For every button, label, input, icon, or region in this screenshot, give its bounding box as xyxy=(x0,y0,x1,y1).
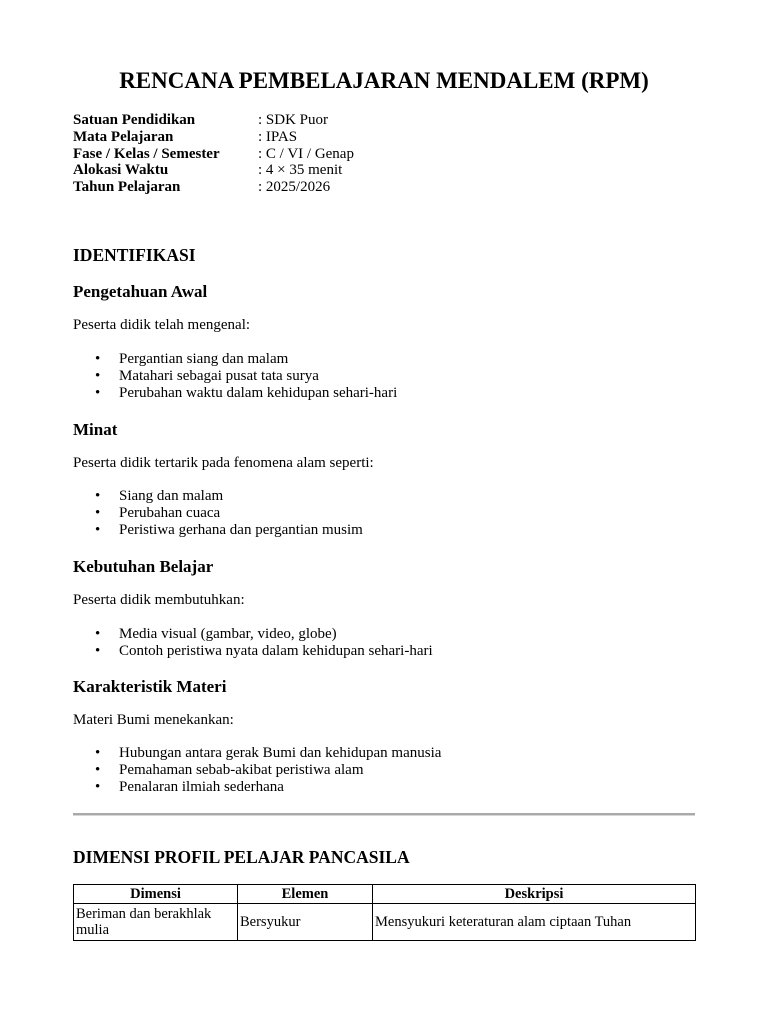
meta-label: Fase / Kelas / Semester xyxy=(73,145,220,162)
meta-row-mata-pelajaran xyxy=(73,129,354,146)
meta-label: Alokasi Waktu xyxy=(73,162,169,179)
meta-row-alokasi-waktu xyxy=(73,162,354,179)
identifikasi-heading: IDENTIFIKASI xyxy=(73,245,196,265)
minat-intro: Peserta didik tertarik pada fenomena alam seperti: xyxy=(73,455,374,471)
list-item: • Matahari sebagai pusat tata surya xyxy=(73,368,397,385)
column-header-deskripsi: Deskripsi xyxy=(373,885,696,904)
meta-value: : SDK Puor xyxy=(258,112,329,128)
pengetahuan-awal-intro: Peserta didik telah mengenal: xyxy=(73,317,251,333)
meta-row-tahun-pelajaran xyxy=(73,179,354,196)
meta-label: Mata Pelajaran xyxy=(73,128,174,145)
list-item: • Pergantian siang dan malam xyxy=(73,351,397,368)
table-cell-deskripsi: Mensyukuri keteraturan alam ciptaan Tuhan xyxy=(373,904,696,941)
horizontal-divider xyxy=(73,813,695,816)
list-item: • Pemahaman sebab-akibat peristiwa alam xyxy=(73,762,441,779)
document-title: RENCANA PEMBELAJARAN MENDALEM (RPM) xyxy=(119,68,649,93)
meta-row-satuan-pendidikan xyxy=(73,112,354,129)
kebutuhan-belajar-intro: Peserta didik membutuhkan: xyxy=(73,592,245,608)
list-item: • Hubungan antara gerak Bumi dan kehidupan manusia xyxy=(73,745,441,762)
table-row xyxy=(74,904,696,941)
karakteristik-materi-list xyxy=(73,745,441,796)
meta-value: : C / VI / Genap xyxy=(258,145,354,162)
pengetahuan-awal-list xyxy=(73,351,397,402)
minat-list xyxy=(73,488,363,539)
minat-heading: Minat xyxy=(73,420,118,439)
dimensi-table xyxy=(73,884,696,941)
list-item: • Perubahan waktu dalam kehidupan sehari-hari xyxy=(73,385,397,402)
meta-label: Satuan Pendidikan xyxy=(73,112,196,128)
meta-value: : 4 × 35 menit xyxy=(258,162,343,179)
list-item: • Media visual (gambar, video, globe) xyxy=(73,626,433,643)
table-cell-dimensi: Beriman dan berakhlak mulia xyxy=(74,904,238,941)
column-header-elemen: Elemen xyxy=(238,885,373,904)
meta-row-fase-kelas-semester xyxy=(73,146,354,163)
table-header-row xyxy=(74,885,696,904)
kebutuhan-belajar-heading: Kebutuhan Belajar xyxy=(73,557,214,576)
meta-value: : IPAS xyxy=(258,128,298,145)
list-item: • Contoh peristiwa nyata dalam kehidupan sehari-hari xyxy=(73,643,433,660)
list-item: • Siang dan malam xyxy=(73,488,363,505)
meta-info xyxy=(73,112,354,196)
meta-value: : 2025/2026 xyxy=(258,179,331,196)
meta-label: Tahun Pelajaran xyxy=(73,179,181,196)
karakteristik-materi-heading: Karakteristik Materi xyxy=(73,677,227,696)
dimensi-heading: DIMENSI PROFIL PELAJAR PANCASILA xyxy=(73,847,410,867)
kebutuhan-belajar-list xyxy=(73,626,433,660)
pengetahuan-awal-heading: Pengetahuan Awal xyxy=(73,282,208,301)
list-item: • Penalaran ilmiah sederhana xyxy=(73,779,441,796)
karakteristik-materi-intro: Materi Bumi menekankan: xyxy=(73,712,234,728)
column-header-dimensi: Dimensi xyxy=(74,885,238,904)
list-item: • Perubahan cuaca xyxy=(73,505,363,522)
list-item: • Peristiwa gerhana dan pergantian musim xyxy=(73,522,363,539)
table-cell-elemen: Bersyukur xyxy=(238,904,373,941)
